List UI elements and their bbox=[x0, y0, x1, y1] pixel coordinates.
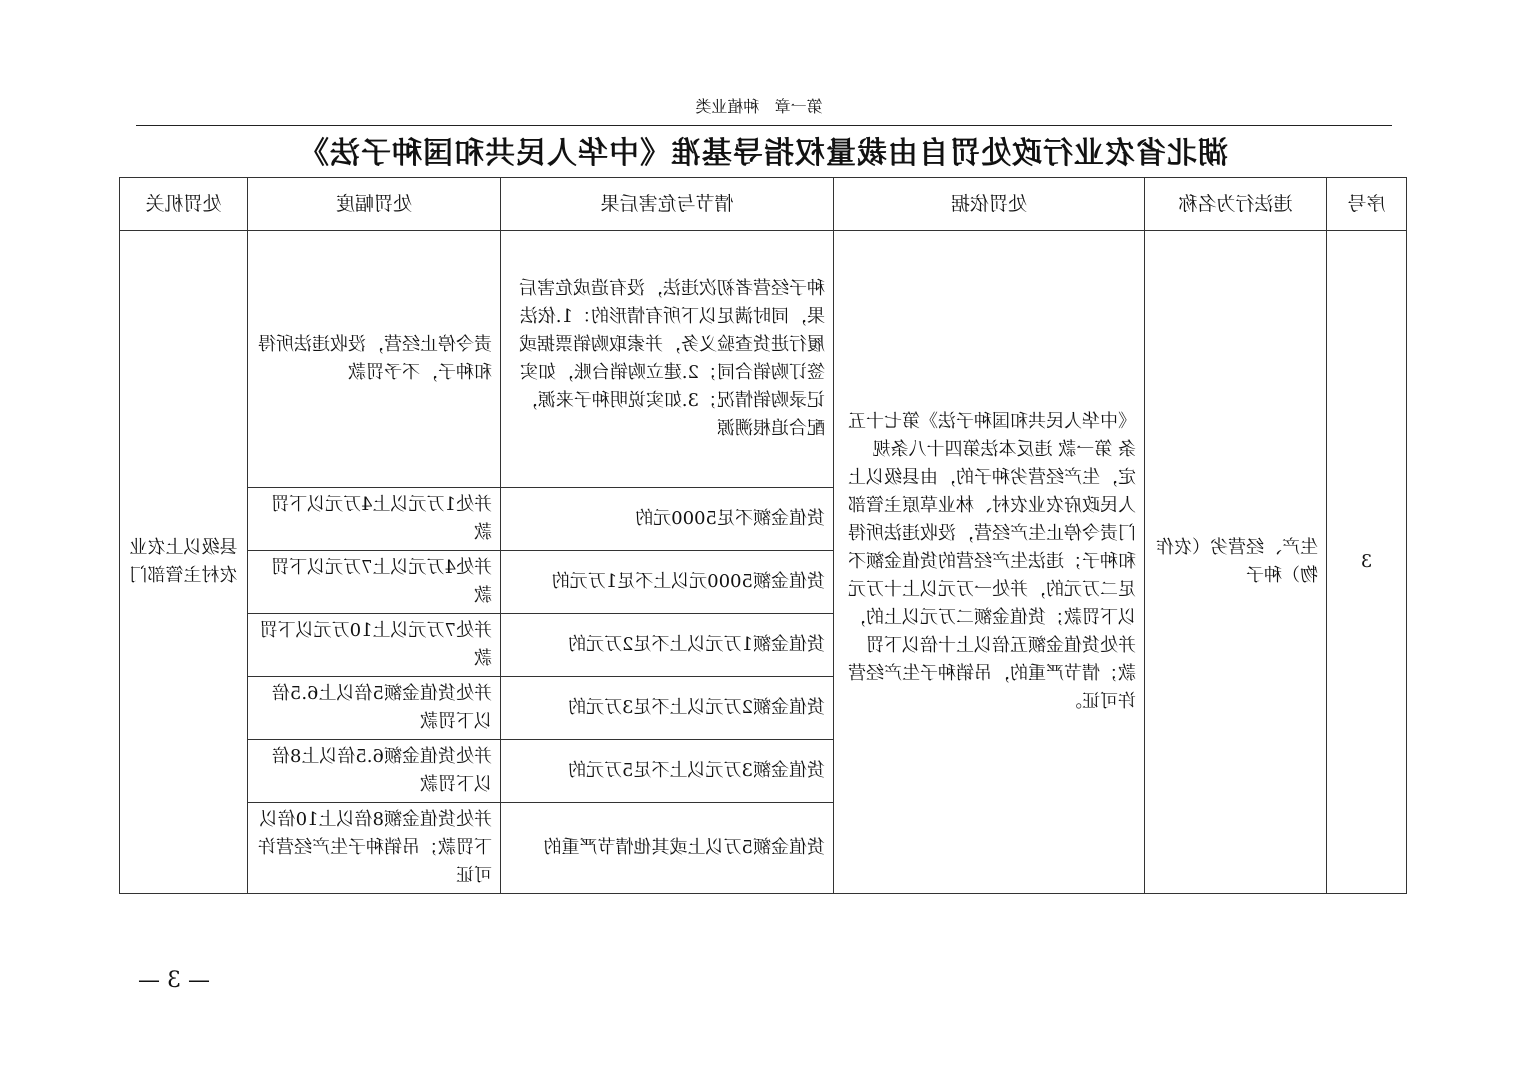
circumstance-cell: 货值金额3万元以上不足5万元的 bbox=[501, 740, 834, 803]
header-authority: 处罚机关 bbox=[120, 178, 248, 231]
page-title: 湖北省农业行政处罚自由裁量权指导基准《中华人民共和国种子法》 bbox=[298, 136, 1228, 171]
running-head: 第一章 种植业类 bbox=[695, 97, 823, 116]
penalty-cell: 并处7万元以上10万元以下罚款 bbox=[248, 614, 501, 677]
page-number: — 3 — bbox=[138, 968, 210, 993]
penalty-cell: 并处货值金额6.5倍以上8倍以下罚款 bbox=[248, 740, 501, 803]
penalty-cell: 并处4万元以上7万元以下罚款 bbox=[248, 551, 501, 614]
penalty-cell: 并处货值金额5倍以上6.5倍以下罚款 bbox=[248, 677, 501, 740]
circumstance-cell: 种子经营者初次违法，没有造成危害后果，同时满足以下所有情形的：1.依法履行进货查验义务，并索取购销票据或签订购销合同；2.建立购销台账，如实记录购销情况；3.如实说明种子来源，配合追根溯源 bbox=[501, 231, 834, 488]
penalty-cell: 责令停止经营，没收违法所得和种子，不予罚款 bbox=[248, 231, 501, 488]
circumstance-cell: 货值金额5万以上或其他情节严重的 bbox=[501, 803, 834, 894]
circumstance-cell: 货值金额5000元以上不足1万元的 bbox=[501, 551, 834, 614]
authority-cell: 县级以上农业农村主管部门 bbox=[120, 231, 248, 894]
circumstance-cell: 货值金额不足5000元的 bbox=[501, 488, 834, 551]
header-basis: 处罚依据 bbox=[834, 178, 1145, 231]
table-header-row bbox=[120, 178, 1407, 231]
header-serial: 序号 bbox=[1327, 178, 1407, 231]
header-violation: 违法行为名称 bbox=[1145, 178, 1327, 231]
circumstance-cell: 货值金额1万元以上不足2万元的 bbox=[501, 614, 834, 677]
table-row bbox=[120, 231, 1407, 488]
serial-cell: 3 bbox=[1327, 231, 1407, 894]
header-penalty-range: 处罚幅度 bbox=[248, 178, 501, 231]
header-circumstance: 情节与危害后果 bbox=[501, 178, 834, 231]
penalty-cell: 并处货值金额8倍以上10倍以下罚款；吊销种子生产经营许可证 bbox=[248, 803, 501, 894]
basis-cell: 《中华人民共和国种子法》第七十五条 第一款 违反本法第四十八条规定，生产经营劣种子的，由县级以上人民政府农业农村、林业草原主管部门责令停止生产经营，没收违法所得和种子；违法生产经营的货值金额不足二万元的，并处一万元以上十万元以下罚款；货值金额二万元以上的，并处货值金额五倍以上十倍以下罚款；情节严重的，吊销种子生产经营许可证。 bbox=[834, 231, 1145, 894]
circumstance-cell: 货值金额2万元以上不足3万元的 bbox=[501, 677, 834, 740]
penalty-cell: 并处1万元以上4万元以下罚款 bbox=[248, 488, 501, 551]
penalty-table bbox=[119, 177, 1407, 894]
header-rule bbox=[136, 125, 1392, 126]
violation-cell: 生产、经营劣（农作物）种子 bbox=[1145, 231, 1327, 894]
